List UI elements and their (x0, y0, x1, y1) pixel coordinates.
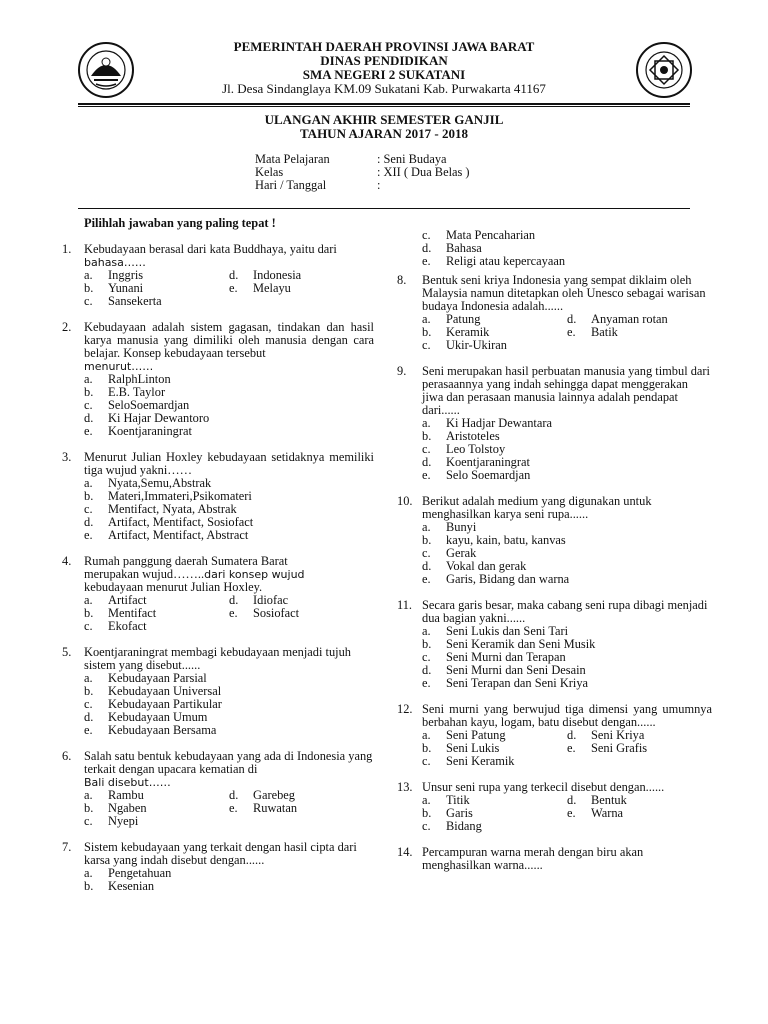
question-text-3: kebudayaan menurut Julian Hoxley. (84, 580, 263, 594)
instruction: Pilihlah jawaban yang paling tepat ! (84, 216, 276, 230)
question-7 (62, 841, 374, 893)
option-b[interactable]: b. Mentifact (84, 606, 157, 620)
question-number: 5. (62, 645, 72, 659)
option-e[interactable]: e. Selo Soemardjan (422, 468, 531, 482)
question-text: Sistem kebudayaan yang terkait dengan hasil cipta dari karsa yang indah disebut dengan...... (84, 840, 357, 867)
question-10 (397, 495, 712, 586)
provincial-emblem-logo (76, 40, 136, 100)
option-d[interactable]: d. Ki Hajar Dewantoro (84, 411, 210, 425)
option-d[interactable]: d. Anyaman rotan (567, 312, 668, 326)
question-text: Salah satu bentuk kebudayaan yang ada di Indonesia yang terkait dengan upacara kematian di (84, 749, 373, 776)
option-d[interactable]: d. Seni Kriya (567, 728, 645, 742)
government-name: PEMERINTAH DAERAH PROVINSI JAWA BARAT (233, 39, 535, 54)
option-b[interactable]: b. Yunani (84, 281, 144, 295)
question-number: 8. (397, 273, 407, 287)
question-13 (397, 781, 712, 833)
subject-label: Mata Pelajaran (255, 152, 330, 166)
question-text: Seni merupakan hasil perbuatan manusia yang timbul dari perasaannya yang indah sehingga dapat menggerakan jiwa dan perasaan manusia lainnya adalah pendapat dari...... (422, 364, 711, 417)
question-text-tail: bahasa…… (84, 256, 146, 269)
option-b[interactable]: b. Kebudayaan Universal (84, 684, 222, 698)
school-address: Jl. Desa Sindanglaya KM.09 Sukatani Kab. Purwakarta 41167 (222, 81, 546, 96)
question-number: 13. (397, 780, 413, 794)
question-text: Unsur seni rupa yang terkecil disebut dengan...... (422, 780, 665, 794)
department-name: DINAS PENDIDIKAN (320, 53, 448, 68)
option-e[interactable]: e. Seni Grafis (567, 741, 648, 755)
exam-title-block (0, 113, 768, 141)
option-c[interactable]: c. Gerak (422, 546, 477, 560)
exam-title: ULANGAN AKHIR SEMESTER GANJIL (264, 112, 504, 127)
option-c[interactable]: c. Bidang (422, 819, 482, 833)
option-b[interactable]: b. Materi,Immateri,Psikomateri (84, 489, 252, 503)
question-text: Bentuk seni kriya Indonesia yang sempat diklaim oleh Malaysia namun ditetapkan oleh Unesco sebagai warisan budaya Indonesia adalah...... (422, 273, 706, 313)
option-d[interactable]: d. Koentjaraningrat (422, 455, 530, 469)
option-c[interactable]: c. Leo Tolstoy (422, 442, 506, 456)
option-c[interactable]: c. Ekofact (84, 619, 147, 633)
school-name: SMA NEGERI 2 SUKATANI (302, 67, 466, 82)
option-a[interactable]: a. Nyata,Semu,Abstrak (84, 476, 212, 490)
question-text: Secara garis besar, maka cabang seni rupa dibagi menjadi dua bagian yakni...... (422, 598, 708, 625)
option-e[interactable]: e. Garis, Bidang dan warna (422, 572, 570, 586)
option-c[interactable]: c. Mentifact, Nyata, Abstrak (84, 502, 237, 516)
question-3 (62, 451, 374, 542)
option-a[interactable]: a. Titik (422, 793, 470, 807)
option-d[interactable]: d. Bentuk (567, 793, 627, 807)
option-e[interactable]: e. Seni Terapan dan Seni Kriya (422, 676, 589, 690)
option-c[interactable]: c. Nyepi (84, 814, 139, 828)
question-11 (397, 599, 712, 690)
date-value: : (377, 178, 381, 192)
question-text: Koentjaraningrat membagi kebudayaan menjadi tujuh sistem yang disebut...... (84, 645, 351, 672)
option-e[interactable]: e. Artifact, Mentifact, Abstract (84, 528, 249, 542)
option-e[interactable]: e. Melayu (229, 281, 291, 295)
question-text-2b: dari konsep wujud (204, 568, 305, 581)
exam-year: TAHUN AJARAN 2017 - 2018 (299, 126, 469, 141)
question-7-continued (397, 229, 712, 268)
option-e[interactable]: e. Kebudayaan Bersama (84, 723, 217, 737)
option-e[interactable]: e. Sosiofact (229, 606, 300, 620)
option-a[interactable]: a. Pengetahuan (84, 866, 172, 880)
option-c[interactable]: c. Sansekerta (84, 294, 162, 308)
option-c[interactable]: c. Seni Keramik (422, 754, 515, 768)
question-number: 10. (397, 494, 413, 508)
date-row (255, 179, 470, 192)
question-number: 14. (397, 845, 413, 859)
class-label: Kelas (255, 165, 284, 179)
question-number: 9. (397, 364, 407, 378)
question-text: Kebudayaan adalah sistem gagasan, tindakan dan hasil karya manusia yang dimiliki oleh manusia dengan cara belajar. Konsep kebudayaan tersebut (84, 320, 374, 360)
option-b[interactable]: b. E.B. Taylor (84, 385, 166, 399)
question-4 (62, 555, 374, 633)
option-a[interactable]: a. Seni Lukis dan Seni Tari (422, 624, 569, 638)
option-b[interactable]: b. Kesenian (84, 879, 155, 893)
option-e[interactable]: e. Warna (567, 806, 624, 820)
question-2 (62, 321, 374, 438)
letterhead (150, 40, 618, 96)
option-c[interactable]: c. Seni Murni dan Terapan (422, 650, 566, 664)
option-c[interactable]: c. Ukir-Ukiran (422, 338, 507, 352)
option-a[interactable]: a. Kebudayaan Parsial (84, 671, 207, 685)
question-5 (62, 646, 374, 737)
option-e[interactable]: e. Batik (567, 325, 618, 339)
letterhead-divider-thin (78, 106, 690, 107)
option-a[interactable]: a. Seni Patung (422, 728, 506, 742)
left-column (62, 217, 374, 906)
option-a[interactable]: a. Patung (422, 312, 481, 326)
option-a[interactable]: a. Rambu (84, 788, 144, 802)
question-text: Menurut Julian Hoxley kebudayaan setidaknya memiliki tiga wujud yakni…… (84, 450, 374, 477)
question-number: 2. (62, 320, 72, 334)
option-a[interactable]: a. Inggris (84, 268, 144, 282)
option-d[interactable]: d. Indonesia (229, 268, 302, 282)
option-d[interactable]: d. Vokal dan gerak (422, 559, 527, 573)
question-number: 7. (62, 840, 72, 854)
option-c[interactable]: c. Kebudayaan Partikular (84, 697, 222, 711)
question-text-tail: menurut…… (84, 360, 154, 373)
option-e[interactable]: e. Koentjaraningrat (84, 424, 192, 438)
question-number: 6. (62, 749, 72, 763)
school-seal-logo (634, 40, 694, 100)
option-d[interactable]: d. Kebudayaan Umum (84, 710, 208, 724)
question-text: Rumah panggung daerah Sumatera Barat (84, 554, 288, 568)
option-a[interactable]: a. Artifact (84, 593, 147, 607)
question-text: Seni murni yang berwujud tiga dimensi yang umumnya berbahan kayu, logam, batu disebut dengan...... (422, 702, 712, 729)
question-text: Percampuran warna merah dengan biru akan menghasilkan warna...... (422, 845, 644, 872)
question-number: 4. (62, 554, 72, 568)
question-14 (397, 846, 712, 872)
question-number: 1. (62, 242, 72, 256)
question-text: Kebudayaan berasal dari kata Buddhaya, yaitu dari (84, 242, 337, 256)
question-number: 3. (62, 450, 72, 464)
question-number: 11. (397, 598, 413, 612)
option-a[interactable]: a. Ki Hadjar Dewantara (422, 416, 552, 430)
option-e[interactable]: e. Religi atau kepercayaan (422, 254, 566, 268)
question-8 (397, 274, 712, 352)
option-b[interactable]: b. Keramik (422, 325, 490, 339)
option-c[interactable]: c. SeloSoemardjan (84, 398, 190, 412)
option-b[interactable]: b. Seni Keramik dan Seni Musik (422, 637, 596, 651)
option-d[interactable]: d. Garebeg (229, 788, 295, 802)
subject-value: : Seni Budaya (377, 152, 447, 166)
question-12 (397, 703, 712, 768)
question-text-2a: merupakan wujud…….. (84, 567, 205, 581)
option-d[interactable]: d. Bahasa (422, 241, 482, 255)
class-value: : XII ( Dua Belas ) (377, 165, 470, 179)
option-a[interactable]: a. Bunyi (422, 520, 477, 534)
option-b[interactable]: b. kayu, kain, batu, kanvas (422, 533, 566, 547)
question-text-tail: Bali disebut…… (84, 776, 171, 789)
question-text: Berikut adalah medium yang digunakan untuk menghasilkan karya seni rupa...... (422, 494, 652, 521)
question-1 (62, 243, 374, 308)
option-c[interactable]: c. Mata Pencaharian (422, 228, 536, 242)
option-d[interactable]: d. Seni Murni dan Seni Desain (422, 663, 586, 677)
option-b[interactable]: b. Seni Lukis (422, 741, 500, 755)
right-column (397, 229, 712, 885)
option-d[interactable]: d. Artifact, Mentifact, Sosiofact (84, 515, 254, 529)
date-label: Hari / Tanggal (255, 178, 327, 192)
option-a[interactable]: a. RalphLinton (84, 372, 171, 386)
option-b[interactable]: b. Garis (422, 806, 473, 820)
letterhead-divider (78, 103, 690, 105)
option-e[interactable]: e. Ruwatan (229, 801, 298, 815)
section-divider (78, 208, 690, 209)
option-b[interactable]: b. Aristoteles (422, 429, 500, 443)
question-number: 12. (397, 702, 413, 716)
question-9 (397, 365, 712, 482)
option-b[interactable]: b. Ngaben (84, 801, 147, 815)
question-6 (62, 750, 374, 828)
exam-info (255, 153, 470, 192)
option-d[interactable]: d. Idiofac (229, 593, 289, 607)
